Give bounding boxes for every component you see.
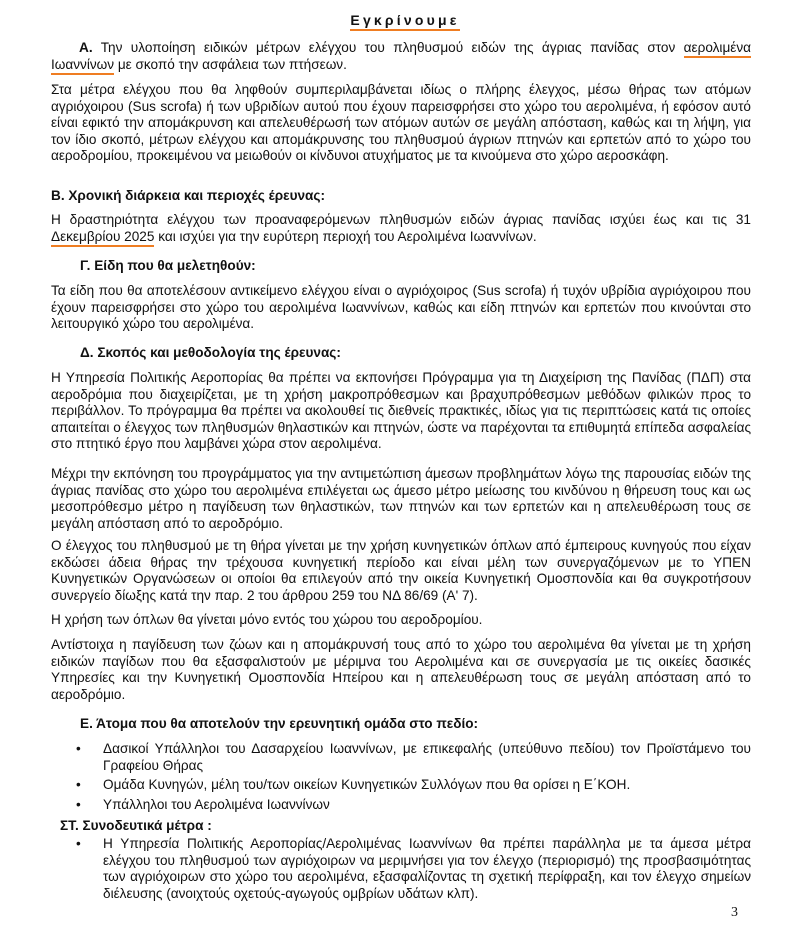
- underlined-airport: αερολιμένα: [684, 40, 751, 58]
- section-b-text: Η δραστηριότητα ελέγχου των προαναφερόμενων πληθυσμών ειδών άγριας πανίδας ισχύει έως και τις 31: [51, 212, 751, 227]
- list-item-text: Ομάδα Κυνηγών, μέλη του/των οικείων Κυνηγετικών Συλλόγων που θα ορίσει η Ε΄ΚΟΗ.: [103, 777, 631, 792]
- section-b-text-end: και ισχύει για την ευρύτερη περιοχή του Αερολιμένα Ιωαννίνων.: [154, 228, 537, 244]
- list-item-text: Η Υπηρεσία Πολιτικής Αεροπορίας/Αερολιμένας Ιωαννίνων θα πρέπει παράλληλα με τα άμεσα μέτρα ελέγχου του πληθυσμού των αγριόχοιρων να μεριμνήσει για τον έλεγχο (περιορισμό) της προσβασιμότητας των αγριόχοιρων στο χώρο του αερολιμένα, εξασφαλίζοντας τη σχετική περίφραξη, και τον έλεγχο σημείων διέλευσης (ανοιχτούς οχετούς-αγωγούς ομβρίων υδάτων κλπ).: [103, 836, 751, 901]
- section-d-paragraph-1: Η Υπηρεσία Πολιτικής Αεροπορίας θα πρέπει να εκπονήσει Πρόγραμμα για τη Διαχείριση της Πανίδας (ΠΔΠ) στα αεροδρόμια που διαχειρίζεται, με τη χρήση μακροπρόθεσμων και βραχυπρόθεσμων μεθόδων φιλικών προς το περιβάλλον. Το πρόγραμμα θα πρέπει να ακολουθεί τις διεθνείς πρακτικές, ιδίως για τις περιπτώσεις κατά τις οποίες απαιτείται ο έλεγχος των πληθυσμών θηλαστικών και πτηνών, ώστε να παρέχονται τα επιθυμητά επίπεδα ασφαλείας στο πτητικό έργο που λαμβάνει χώρα στον αερολιμένα.: [51, 370, 751, 451]
- section-st-heading: ΣΤ. Συνοδευτικά μέτρα :: [60, 818, 212, 833]
- section-e-list: [76, 741, 751, 813]
- list-item: [76, 741, 751, 774]
- underlined-date: Δεκεμβρίου 2025: [51, 229, 154, 247]
- section-d-paragraph-2: Μέχρι την εκπόνηση του προγράμματος για την αντιμετώπιση άμεσων προβλημάτων λόγω της παρουσίας ειδών της άγριας πανίδας στο χώρο του αερολιμένα επιλέγεται ως άμεσο μέτρο μείωσης του κινδύνου η θήρευση τους και ως μεσοπρόθεσμο μέτρο η παγίδευση των θηλαστικών, των πτηνών και των ερπετών και η απελευθέρωση τους σε μεγάλη απόσταση από το αεροδρόμιο.: [51, 466, 751, 531]
- bullet-icon: •: [76, 836, 81, 851]
- section-b-paragraph: [51, 212, 751, 245]
- bullet-icon: •: [76, 796, 81, 812]
- section-d-paragraph-4: Η χρήση των όπλων θα γίνεται μόνο εντός του χώρου του αεροδρομίου.: [51, 612, 483, 627]
- section-e-heading: Ε. Άτομα που θα αποτελούν την ερευνητική ομάδα στο πεδίο:: [80, 716, 479, 731]
- section-a-paragraph: [51, 40, 751, 73]
- section-d-paragraph-3: Ο έλεγχος του πληθυσμού με τη θήρα γίνεται με την χρήση κυνηγετικών όπλων από έμπειρους κυνηγούς που είχαν εκδώσει άδεια θήρας την τρέχουσα κυνηγετική περίοδο και είναι μέλη των συνεργαζόμενων με το ΥΠΕΝ Κυνηγετικών Οργανώσεων οι οποίοι θα επιλεγούν από την οικεία Κυνηγετική Ομοσπονδία και θα συγκροτήσουν συνεργείο δίωξης κατά την παρ. 2 του άρθρου 259 του ΝΔ 86/69 (Α' 7).: [51, 538, 751, 603]
- section-a-text: Την υλοποίηση ειδικών μέτρων ελέγχου του πληθυσμού ειδών της άγριας πανίδας στον: [92, 40, 684, 55]
- section-d-heading: Δ. Σκοπός και μεθοδολογία της έρευνας:: [80, 345, 341, 360]
- section-a-paragraph-2: Στα μέτρα ελέγχου που θα ληφθούν συμπεριλαμβάνεται ιδίως ο πλήρης έλεγχος, μέσω θήρας των ατόμων αγριόχοιρου (Sus scrofa) ή των υβριδίων αυτού που έχουν παρεισφρήσει στο χώρο του αερολιμένα, ή εφόσον αυτό είναι εφικτό την απομάκρυνση και απελευθέρωσή των ατόμων αυτών σε μεγάλη απόσταση, καθώς και τη λήψη, για τον ίδιο σκοπό, μέτρων ελέγχου και απομάκρυνσης του πληθυσμού άγριων πτηνών και ερπετών από το χώρο του αεροδρομίου, προκειμένου να μειωθούν οι κίνδυνοι ατυχήματος με τα κινούμενα στο χώρο αεροσκάφη.: [51, 82, 751, 163]
- section-g-heading: Γ. Είδη που θα μελετηθούν:: [80, 258, 256, 273]
- list-item-text: Δασικοί Υπάλληλοι του Δασαρχείου Ιωαννίνων, με επικεφαλής (υπεύθυνο πεδίου) τον Προϊστάμενο του Γραφείου Θήρας: [103, 741, 751, 773]
- section-b-heading: Β. Χρονική διάρκεια και περιοχές έρευνας:: [51, 188, 325, 203]
- document-title: [330, 12, 480, 29]
- section-g-paragraph: Τα είδη που θα αποτελέσουν αντικείμενο ελέγχου είναι ο αγριόχοιρος (Sus scrofa) ή τυχόν υβρίδια αγριόχοιρου που έχουν παρεισφρήσει στο χώρο του αερολιμένα Ιωαννίνων, καθώς και είδη πτηνών και ερπετών που κινούνται στο λειτουργικό χώρο του αερολιμένα.: [51, 283, 751, 331]
- section-a-label: Α.: [79, 40, 93, 55]
- title-text: Εγκρίνουμε: [350, 12, 459, 31]
- list-item-text: Υπάλληλοι του Αερολιμένα Ιωαννίνων: [103, 796, 330, 812]
- section-a-text-end: με σκοπό την ασφάλεια των πτήσεων.: [114, 56, 347, 72]
- section-st-list: [76, 836, 751, 902]
- list-item: [76, 797, 751, 814]
- section-d-paragraph-5: Αντίστοιχα η παγίδευση των ζώων και η απομάκρυνσή τους από το χώρο του αερολιμένα θα γίνεται με τη χρήση ειδικών παγίδων που θα εξασφαλιστούν με μέριμνα του Αερολιμένα και σε συνεργασία με τις οικείες δασικές Υπηρεσίες και την Κυνηγετική Ομοσπονδία Ηπείρου και η απελευθέρωση τους σε μεγάλη απόσταση από το αεροδρόμιο.: [51, 637, 751, 702]
- page-number: 3: [731, 905, 738, 920]
- underlined-ioannina: Ιωαννίνων: [51, 57, 114, 75]
- bullet-icon: •: [76, 777, 81, 792]
- list-item: [76, 836, 751, 902]
- bullet-icon: •: [76, 741, 81, 756]
- list-item: [76, 777, 751, 794]
